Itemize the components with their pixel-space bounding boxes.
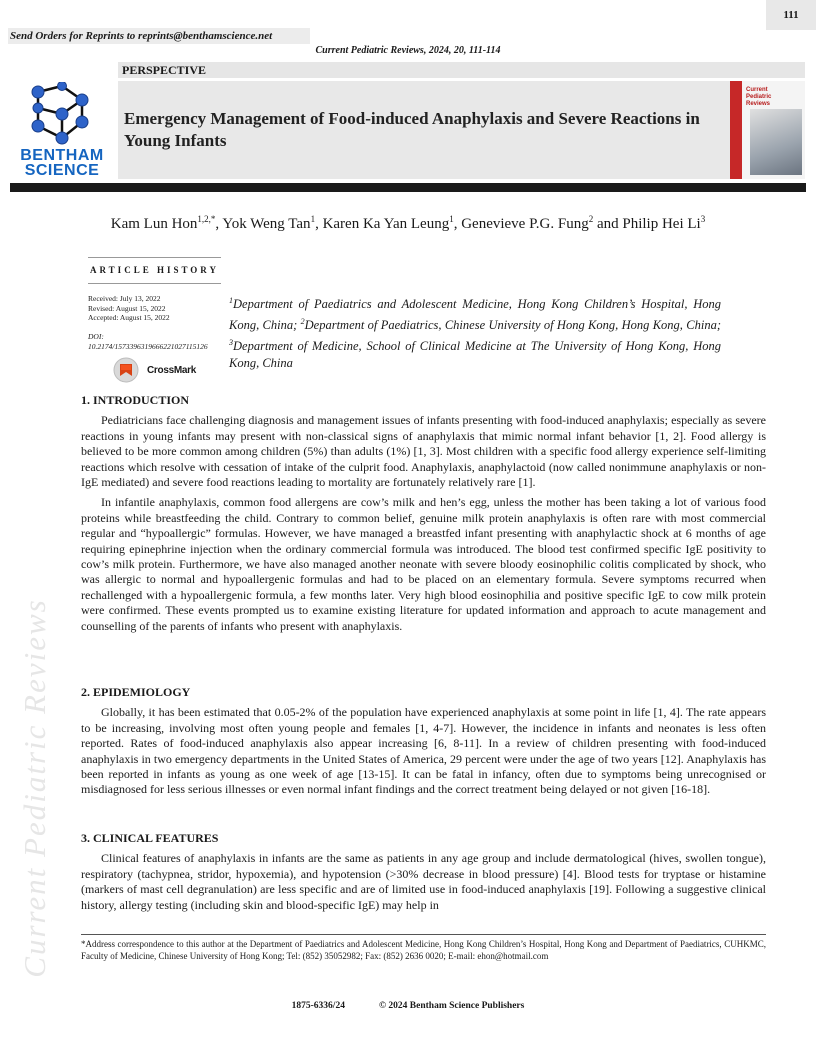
doi-label: DOI: [88, 332, 104, 341]
author-sup: 2 [588, 214, 594, 224]
citation-journal: Current Pediatric Reviews [315, 45, 424, 56]
citation-volume: 20 [453, 45, 464, 56]
affil-text: Department of Paediatrics and Adolescent Medicine, Hong Kong Children’s Hospital, Hong Kong, China; [229, 297, 721, 333]
affil-sup: 1 [229, 296, 233, 305]
section-introduction [81, 393, 766, 634]
journal-citation: Current Pediatric Reviews, 2024, 20, 111-114 [315, 45, 501, 56]
author-name: Philip Hei Li [622, 216, 701, 232]
page-footer [0, 1001, 816, 1011]
issn: 1875-6336/24 [291, 1001, 345, 1011]
logo-line-2: SCIENCE [24, 162, 100, 179]
cover-title-2: Pediatric [746, 94, 772, 100]
section-heading: 2. EPIDEMIOLOGY [81, 685, 191, 699]
section-epidemiology [81, 685, 766, 798]
journal-watermark: Current Pediatric Reviews [17, 598, 52, 978]
crossmark-label: CrossMark [147, 365, 196, 376]
cover-strip [730, 81, 742, 179]
doi-link[interactable]: 10.2174/1573396319666221027115126 [88, 341, 208, 351]
affil-text: Department of Paediatrics, Chinese University of Hong Kong, Hong Kong, China; [304, 318, 722, 333]
section-clinical-features [81, 831, 766, 913]
history-rule-top [88, 257, 221, 258]
reprints-notice: Send Orders for Reprints to reprints@benthamscience.net [8, 28, 310, 44]
bentham-science-logo [10, 82, 114, 182]
title-box [118, 81, 730, 179]
logo-wordmark [10, 148, 114, 178]
accepted-date: Accepted: August 15, 2022 [88, 313, 170, 322]
affil-text: Department of Medicine, School of Clinical Medicine at The University of Hong Kong, Hong Kong, China [229, 339, 721, 371]
paragraph: Clinical features of anaphylaxis in infants are the same as patients in any age group and include dermatological (hives, swollen tongue), respiratory (tachypnea, stridor, hypoxemia), and hypotension (>30% decrease in blood pressure) [4]. Blood tests for tryptase or histamine (markers of mast cell degranulation) are less specific and are of limited use in food-induced anaphylaxis [19]. Following a suggestive clinical history, allergy testing (including skin and blood-specific IgE) may help in [81, 851, 766, 912]
paragraph: In infantile anaphylaxis, common food allergens are cow’s milk and hen’s egg, unless the mother has been taking a lot of various food proteins while breastfeeding the child. Contrary to common belief, genuine milk protein anaphylaxis is often rare with most commercial regular and “hypoallergic” formulas. However, we have managed a breastfed infant presenting with anaphylactic shock at 6 months of age requiring epinephrine injection when the ordinary commercial formula was introduced. The blood test confirmed specific IgE positivity to cow’s milk protein. Furthermore, we have also managed another neonate with severe bloody eosinophilic colitis complicated by shock, who was allergic to normal and hypoallergenic formulas and had to be placed on an elementary formula. Severe symptoms recurred when rechallenged with a hypoallergenic formula, a few months later. Very high blood eosinophilia and positive specific IgE to cow milk protein were confirmed. These events prompted us to examine existing literature for updated information and approach to acute management and counselling of the parents of infants who present with anaphylaxis. [81, 495, 766, 633]
author-name: Kam Lun Hon [110, 216, 198, 232]
cover-image [750, 109, 802, 175]
logo-line-1: BENTHAM [20, 147, 104, 164]
author-sup: 1,2,* [197, 214, 216, 224]
article-title: Emergency Management of Food-induced Anaphylaxis and Severe Reactions in Young Infants [124, 109, 700, 150]
article-history-dates [88, 294, 228, 323]
article-history-heading: ARTICLE HISTORY [90, 265, 219, 275]
citation-pages: 111-114 [468, 45, 501, 56]
paragraph: Globally, it has been estimated that 0.05-2% of the population have experienced anaphylaxis at some point in life [1, 4]. The rate appears to be increasing, involving most often young people and females [1, 4-7]. However, the incidence in infants and neonates is less often reported. Rates of food-induced anaphylaxis also appear increasing [6, 8-11]. In a review of children presenting with food-induced anaphylaxis in two emergency departments in the United States of America, 29 percent were under the age of two years [12]. Anaphylaxis has been reported in infants as young as one week of age [13-15]. It can be fatal in infancy, often due to symptoms being unrecognised or misdiagnosed for less serious illnesses or even normal infant findings and the correct treatment being delayed or not given [16-18]. [81, 705, 766, 797]
history-rule-bottom [88, 283, 221, 284]
molecule-icon [10, 82, 114, 148]
crossmark-icon [112, 357, 142, 383]
cover-title-1: Current [746, 87, 768, 93]
copyright: © 2024 Bentham Science Publishers [378, 1001, 525, 1011]
affiliations [229, 292, 721, 372]
author-name: Genevieve P.G. Fung [461, 216, 589, 232]
author-sup: 1 [310, 214, 316, 224]
correspondence-footnote: *Address correspondence to this author at the Department of Paediatrics and Adolescent Medicine, Hong Kong Children’s Hospital, Hong Kong and Department of Paediatrics, CUHKMC, Faculty of Medicine, Chinese University of Hong Kong; Tel: (852) 35052982; Fax: (852) 2636 0020; E-mail: ehon@hotmail.com [81, 939, 766, 961]
author-name: Yok Weng Tan [222, 216, 311, 232]
affil-sup: 2 [300, 317, 305, 327]
author-sup: 3 [700, 214, 706, 224]
affil-sup: 3 [229, 338, 233, 348]
crossmark-badge[interactable] [112, 357, 202, 383]
received-date: Received: July 13, 2022 [88, 294, 161, 303]
cover-title [746, 87, 771, 108]
page-number: 111 [766, 0, 816, 30]
section-heading: 1. INTRODUCTION [81, 393, 190, 407]
author-name: Karen Ka Yan Leung [322, 216, 450, 232]
author-list: Kam Lun Hon$^{1,2,*}$, Yok Weng Tan$^1$, Karen Ka Yan Leung$^1$, Genevieve P.G. Fung$^2$ and Philip Hei Li$^3$ [110, 214, 706, 232]
paragraph: Pediatricians face challenging diagnosis and management issues of infants presenting with food-induced anaphylaxis; especially as severe reactions in young infants may present with non-classical signs of anaphylaxis that mimic normal infant behavior [1, 2]. Food allergy is believed to be more common among children (5%) than adults (1%) [1, 3]. Most children with a specific food allergy experience self-limiting reactions which resolve with cessation of intake of the culprit food. Anaphylaxis, anaphylactoid (now called nonimmune anaphylaxis or non-IgE mediated) and severe food reactions leading to mortality are fortunately relatively rare [1]. [81, 413, 766, 490]
author-sup: 1 [449, 214, 454, 224]
section-label: PERSPECTIVE [118, 62, 805, 78]
cover-title-3: Reviews [746, 101, 771, 107]
revised-date: Revised: August 15, 2022 [88, 303, 166, 313]
section-heading: 3. CLINICAL FEATURES [81, 831, 219, 845]
footnote-rule [81, 934, 766, 935]
citation-year: 2024 [428, 45, 449, 56]
doi-block [88, 332, 228, 351]
journal-cover-thumbnail [730, 81, 805, 179]
header-rule [10, 183, 806, 192]
